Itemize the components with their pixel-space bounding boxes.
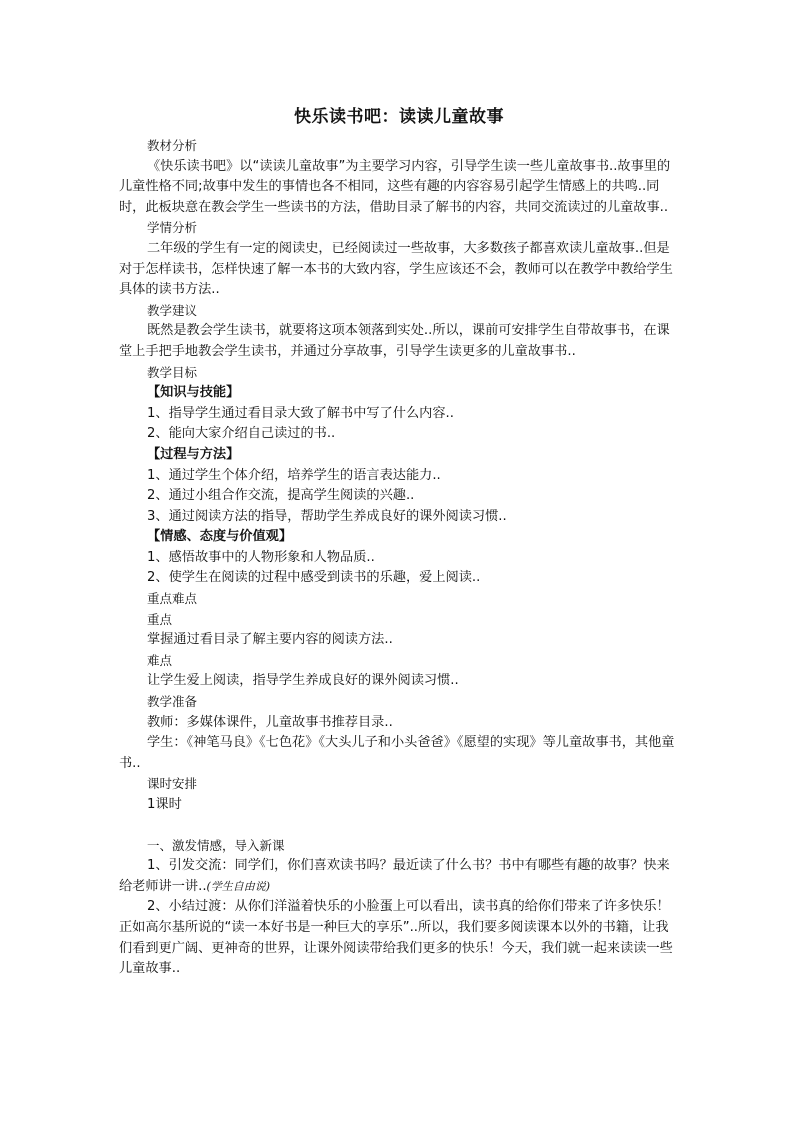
goal-emotion-item-2: 2、使学生在阅读的过程中感受到读书的乐趣，爱上阅读.. bbox=[147, 570, 481, 586]
paragraph-time: 1课时 bbox=[147, 797, 182, 812]
goal-knowledge-item-2: 2、能向大家介绍自己读过的书.. bbox=[147, 426, 336, 442]
subheading-key: 重点 bbox=[147, 611, 173, 627]
paragraph-prep-student: 学生：《神笔马良》《七色花》《大头儿子和小头爸爸》《愿望的实现》等儿童故事书，其他童书.. bbox=[119, 735, 675, 771]
document-title: 快乐读书吧：读读儿童故事 bbox=[294, 107, 504, 127]
goal-emotion-item-1: 1、感悟故事中的人物形象和人物品质.. bbox=[147, 549, 375, 565]
section-heading-key: 重点难点 bbox=[147, 591, 198, 607]
section-heading-goal: 教学目标 bbox=[147, 364, 198, 380]
goal-knowledge-item-1: 1、指导学生通过看目录大致了解书中写了什么内容.. bbox=[147, 405, 454, 421]
paragraph-part1-1 bbox=[119, 856, 679, 897]
paragraph-key: 掌握通过看目录了解主要内容的阅读方法.. bbox=[147, 632, 393, 648]
subheading-difficult: 难点 bbox=[147, 652, 173, 668]
paragraph-part1-1-text: 1、引发交流：同学们，你们喜欢读书吗？最近读了什么书？书中有哪些有趣的故事？快来给老师讲一讲.. bbox=[119, 858, 670, 894]
paragraph-part1-2: 2、小结过渡：从你们洋溢着快乐的小脸蛋上可以看出，读书真的给你们带来了许多快乐！正如高尔基所说的“读一本好书是一种巨大的享乐”..所以，我们要多阅读课本以外的书籍，让我们看到更广阔、更神奇的世界，让课外阅读带给我们更多的快乐！今天，我们就一起来读读一些儿童故事.. bbox=[119, 899, 673, 977]
section-heading-part1: 一、激发情感，导入新课 bbox=[147, 837, 285, 853]
goal-knowledge-heading: 【知识与技能】 bbox=[147, 385, 240, 401]
section-heading-prep: 教学准备 bbox=[147, 694, 198, 710]
document-page bbox=[119, 104, 679, 980]
goal-process-item-3: 3、通过阅读方法的指导，帮助学生养成良好的课外阅读习惯.. bbox=[147, 508, 507, 524]
paragraph-difficult: 让学生爱上阅读，指导学生养成良好的课外阅读习惯.. bbox=[147, 673, 459, 689]
section-heading-student: 学情分析 bbox=[147, 220, 198, 236]
goal-emotion-heading: 【情感、态度与价值观】 bbox=[147, 529, 293, 545]
section-heading-time: 课时安排 bbox=[147, 776, 198, 792]
goal-process-item-1: 1、通过学生个体介绍，培养学生的语言表达能力.. bbox=[147, 467, 441, 483]
paragraph-student: 二年级的学生有一定的阅读史，已经阅读过一些故事，大多数孩子都喜欢读儿童故事..但是对于怎样读书，怎样快速了解一本书的大致内容，学生应该还不会，教师可以在教学中教给学生具体的读书方法.. bbox=[119, 240, 673, 298]
student-note: (学生自由说) bbox=[206, 879, 271, 893]
paragraph-prep-teacher: 教师：多媒体课件，儿童故事书推荐目录.. bbox=[147, 714, 393, 730]
spacer bbox=[119, 816, 679, 836]
paragraph-material: 《快乐读书吧》以“读读儿童故事”为主要学习内容，引导学生读一些儿童故事书..故事里的儿童性格不同;故事中发生的事情也各不相同，这些有趣的内容容易引起学生情感上的共鸣..同时，此板块意在教会学生一些读书的方法，借助目录了解书的内容，共同交流读过的儿童故事.. bbox=[119, 158, 671, 215]
paragraph-suggest: 既然是教会学生读书，就要将这项本领落到实处..所以，课前可安排学生自带故事书，在课堂上手把手地教会学生读书，并通过分享故事，引导学生读更多的儿童故事书.. bbox=[119, 323, 670, 359]
section-heading-suggest: 教学建议 bbox=[147, 302, 198, 318]
section-heading-material: 教材分析 bbox=[147, 138, 198, 153]
goal-process-heading: 【过程与方法】 bbox=[147, 446, 240, 462]
goal-process-item-2: 2、通过小组合作交流，提高学生阅读的兴趣.. bbox=[147, 488, 415, 504]
